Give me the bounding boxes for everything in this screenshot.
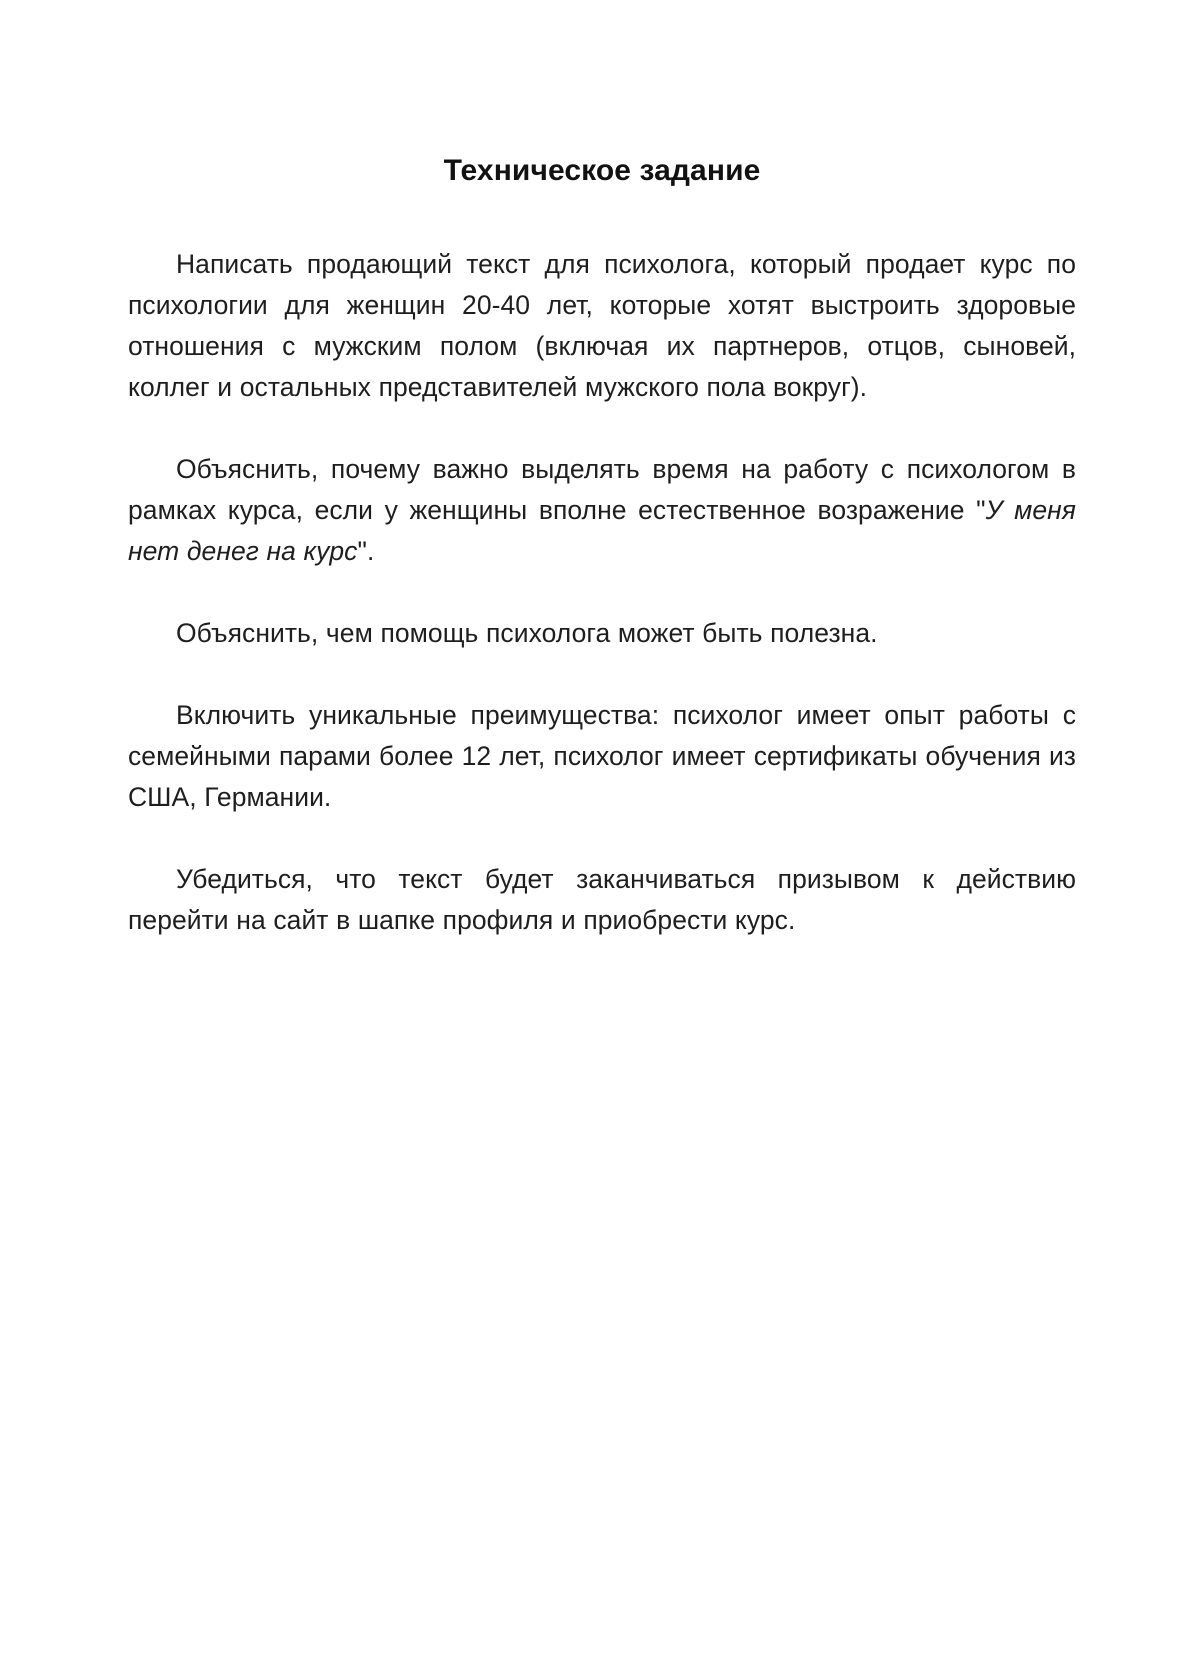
paragraph-call-to-action: Убедиться, что текст будет заканчиваться призывом к действию перейти на сайт в шапке профиля и приобрести курс. [128,863,1076,935]
paragraph-objection-quote: У меня нет денег на курс [128,494,1076,566]
paragraph-advantages: Включить уникальные преимущества: психолог имеет опыт работы с семейными парами более 12 лет, психолог имеет сертификаты обучения из США, Германии. [128,699,1076,812]
document-body [128,0,1076,1641]
paragraph-objection-lead: Объяснить, почему важно выделять время на работу с психологом в рамках курса, если у женщины вполне естественное возражение " [128,453,1076,525]
paragraph-task-description: Написать продающий текст для психолога, который продает курс по психологии для женщин 20-40 лет, которые хотят выстроить здоровые отношения с мужским полом (включая их партнеров, отцов, сыновей, коллег и остальных представителей мужского пола вокруг). [128,248,1076,402]
paragraph-objection-tail: ". [357,535,375,566]
paragraph-benefit: Объяснить, чем помощь психолога может быть полезна. [176,617,878,648]
page-empty-area [128,941,1076,1641]
paragraph-objection [128,449,1076,572]
page-title: Техническое задание [443,154,761,187]
